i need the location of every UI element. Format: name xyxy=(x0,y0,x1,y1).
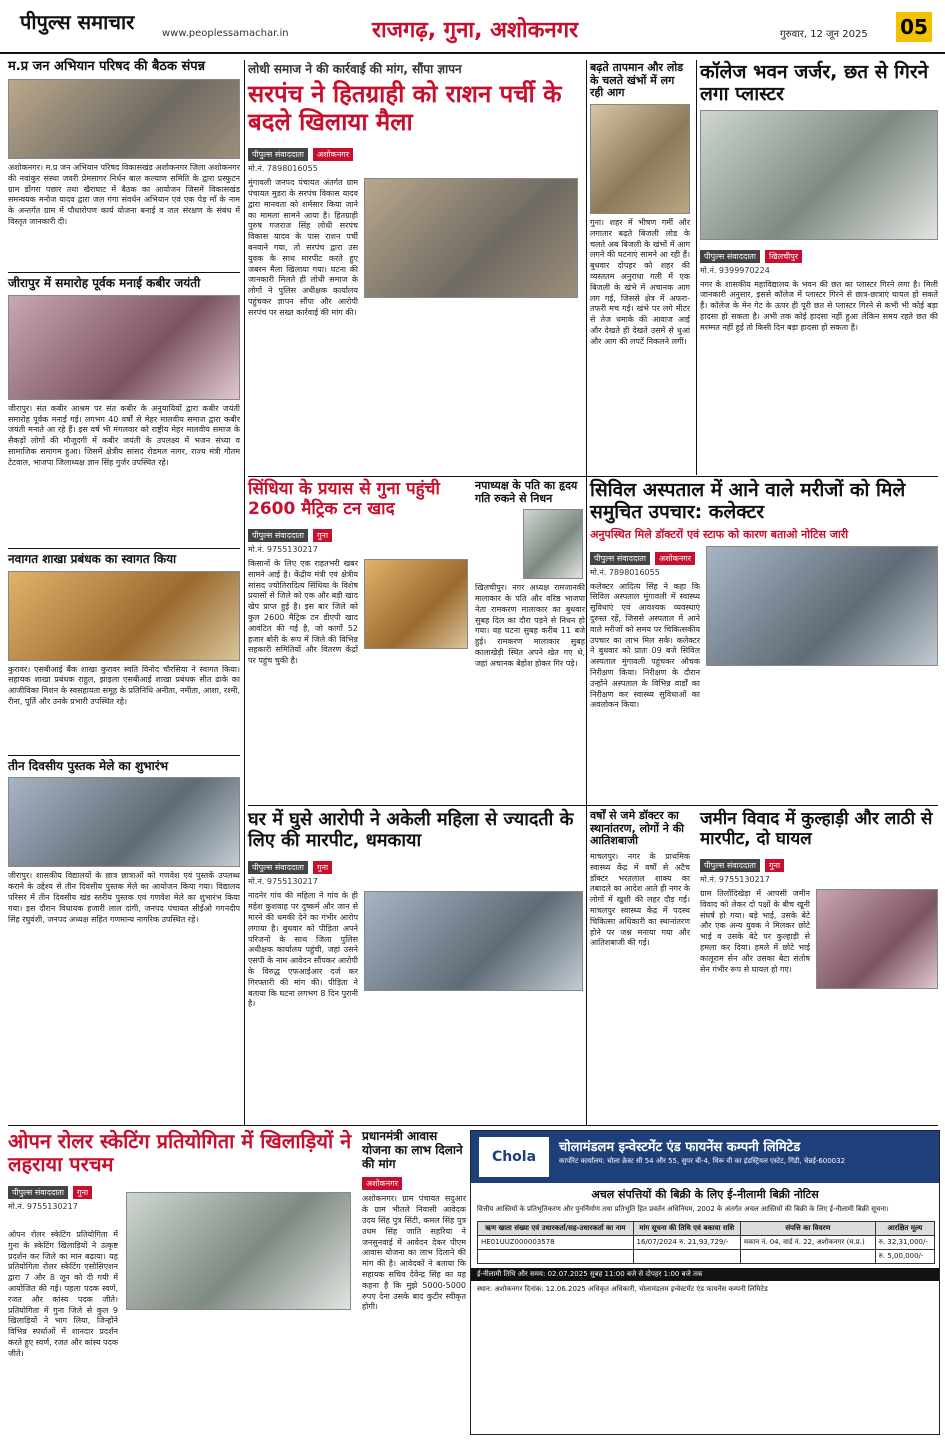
story-assault xyxy=(248,810,583,1131)
story-body: माचलपुर। नगर के प्राथमिक स्वास्थ्य केंद्र में वर्षों से अटैच डॉक्टर भरतलाल शाक्य का तबादले का आदेश आते ही नगर के लोगों में खुशी की लहर दौड़ गई। माचलपुर स्वास्थ्य केंद्र में पदस्थ चिकित्सा अधिकारी का स्थानांतरण होने पर जश्न मनाया गया और आतिशबाजी की गई। xyxy=(590,851,690,948)
ad-address: कार्पोरेट कार्यालय: चोला क्रेस्ट सी 54 और 55, सुपर बी-4, थिरू वी का इंडस्ट्रियल एस्टेट, गिंडी, चेन्नई-600032 xyxy=(559,1157,846,1165)
story-body: कुरावर। एसबीआई बैंक शाखा कुरावर स्वति विनोद चौरसिया ने स्वागत किया। सहायक शाखा प्रबंधक राहुल, झाइला एसबीआई शाखा प्रबंधक सीत ढाके का आजीविका मिशन के स्वसहायता समूह के प्रतिनिधि अनीता, नमीता, आशा, रश्मी, रीना, पूर्ति और उनके प्रभारी उपस्थित रहे। xyxy=(8,664,240,706)
headline: सिविल अस्पताल में आने वाले मरीजों को मिले समुचित उपचार: कलेक्टर xyxy=(590,479,906,523)
headline: तीन दिवसीय पुस्तक मेले का शुभारंभ xyxy=(8,758,169,773)
story-civil-hospital xyxy=(590,480,938,782)
ad-notice-text: वित्तीय आस्तियों के प्रतिभूतिकरण और पुनर्निर्माण तथा प्रतिभूति हित प्रवर्तन अधिनियम, 2002 के अंतर्गत अचल आस्तियों की बिक्री के लिए ई-नीलामी बिक्री सूचना। xyxy=(477,1205,889,1213)
welcome-photo xyxy=(8,571,240,661)
story-body: मुंगावली जनपद पंचायत अंतर्गत ग्राम पंचायत मुडरा के सरपंच विकास यादव द्वारा मानवता को शर्मसार किया जाने का मामला सामने आया है। हितग्राही पुरुष गजराज सिंह लोधी सरपंच विकास यादव के पास राशन पर्ची बनवाने गया, तो सरपंच द्वारा उस युवक के साथ मारपीट करते हुए जबरन मैला खिलाया गया। घटना की जानकारी मिलते ही लोधी समाज के लोगों ने पुलिस अधीक्षक कार्यालय पहुंचकर ज्ञापन सौंपा और आरोपी सरपंच पर सख्त कार्रवाई की मांग की। xyxy=(248,178,358,317)
subheadline: अनुपस्थित मिले डॉक्टरों एवं स्टाफ को कारण बताओ नोटिस जारी xyxy=(590,527,849,541)
protest-photo xyxy=(364,178,578,298)
table-header: ऋण खाता संख्या एवं उधारकर्ता/सह-उधारकर्ता का नाम xyxy=(478,1222,634,1236)
story-awas-yojana xyxy=(362,1130,466,1414)
story-body: जीरापुर। संत कबीर आश्रम पर संत कबीर के अनुयायियों द्वारा कबीर जयंती समारोह पूर्वक मनाई गई। लगभग 40 वर्षों से मेहर मालवीय समाज द्वारा कबीर जयंती मनाते आ रहे हैं। इस वर्ष भी मंगलवार को राष्ट्रीय मेहर मालवीय समाज के सैकड़ों लोगों की मौजूदगी में कबीर जयंती के उपलक्ष्य में भजन संध्या व सामाजिक समागम हुआ। जिसमें क्षेत्रीय सांसद रोडमल नागर, राज्य मंत्री गौतम टेटवाल, भाजपा जिलाध्यक्ष ज्ञान सिंह गुर्जर उपस्थित रहे। xyxy=(8,403,240,467)
byline: पीपुल्स संवाददाता xyxy=(700,250,760,263)
complaint-photo xyxy=(364,891,583,991)
headline: वर्षों से जमे डॉक्टर का स्थानांतरण, लोगों ने की आतिशबाजी xyxy=(590,809,685,848)
portrait-photo xyxy=(523,509,583,579)
byline: पीपुल्स संवाददाता xyxy=(8,1186,68,1199)
kicker: लोधी समाज ने की कार्रवाई की मांग, सौंपा ज्ञापन xyxy=(248,62,462,76)
story-jan-abhiyan xyxy=(8,60,240,268)
reporter-mobile: मो.नं. 7898016055 xyxy=(590,567,660,577)
ad-header xyxy=(471,1131,939,1183)
headline: ओपन रोलर स्केटिंग प्रतियोगिता में खिलाड़ियों ने लहराया परचम xyxy=(8,1129,352,1176)
meeting-photo xyxy=(8,79,240,159)
headline: नवागत शाखा प्रबंधक का स्वागत किया xyxy=(8,551,177,566)
reporter-mobile: मो.नं. 9755130217 xyxy=(248,545,318,555)
story-body: गुना। शहर में भीषण गर्मी और लगातार बढ़ते बिजली लोड के चलते अब बिजली के खंभों में आग लगने की घटनाएं सामने आ रही हैं। बुधवार दोपहर को शहर की व्यस्ततम अनुराधा गली में एक बिजली के खंभे में अचानक आग लग गई, जिससे क्षेत्र में अफरा-तफरी मच गई। खंभे पर लगे मीटर से तेज धमाके की आवाज आई और देखते ही देखते उसमें से धुआं और आग की लपटें निकलने लगीं। xyxy=(590,217,690,346)
table-cell xyxy=(478,1250,634,1264)
byline-place: गुना xyxy=(313,861,332,874)
headline: सरपंच ने हितग्राही को राशन पर्ची के बदले खिलाया मैला xyxy=(248,80,562,136)
page-number: 05 xyxy=(896,12,932,42)
headline: घर में घुसे आरोपी ने अकेली महिला से ज्यादती के लिए की मारपीट, धमकाया xyxy=(248,809,574,851)
table-header: मांग सूचना की तिथि एवं बकाया राशि xyxy=(633,1222,740,1236)
story-bank-manager xyxy=(8,553,240,751)
ceremony-photo xyxy=(8,295,240,400)
column-center xyxy=(248,60,578,468)
masthead xyxy=(0,0,945,54)
auction-table xyxy=(477,1221,935,1264)
byline: पीपुल्स संवाददाता xyxy=(248,529,308,542)
column-rule xyxy=(696,60,697,475)
reporter-mobile: मो.नं. 9755130217 xyxy=(248,877,318,887)
story-kabir-jayanti xyxy=(8,277,240,544)
table-header: संपत्ति का विवरण xyxy=(740,1222,875,1236)
byline: पीपुल्स संवाददाता xyxy=(248,861,308,874)
byline-place: अशोकनगर xyxy=(313,148,353,161)
injured-photo xyxy=(816,889,938,989)
reporter-mobile: मो.नं. 9755130217 xyxy=(8,1202,78,1211)
table-cell: 16/07/2024 रु. 21,93,729/- xyxy=(633,1236,740,1250)
section-title: राजगढ़, गुना, अशोकनगर xyxy=(372,18,579,43)
newspaper-logo: पीपुल्स समाचार xyxy=(20,10,135,34)
table-cell: रु. 32,31,000/- xyxy=(875,1236,934,1250)
story-body: नादनेर गांव की महिला ने गांव के ही महेश कुशवाह पर दुष्कर्म और जान से मारने की धमकी देने का गंभीर आरोप लगाया है। बुधवार को पीड़िता अपने परिजनों के साथ जिला पुलिस अधीक्षक कार्यालय पहुंची, जहां उसने एसपी के नाम आवेदन सौंपकर आरोपी के विरुद्ध एफआईआर दर्ज कर गिरफ्तारी की मांग की। पीड़िता ने बताया कि घटना लगभग 8 दिन पुरानी है। xyxy=(248,891,358,1009)
story-obituary xyxy=(475,480,585,783)
story-electric-poles xyxy=(590,62,690,468)
divider xyxy=(8,755,240,756)
story-body: नगर के शासकीय महाविद्यालय के भवन की छत का प्लास्टर गिरने लगा है। मिली जानकारी अनुसार, इससे कॉलेज में प्लास्टर गिरने से छात्र-छात्राएं घायल हो सकते हैं। कॉलेज के मेन गेट के ऊपर ही पूरी छत से प्लास्टर गिरने से कभी भी कोई बड़ा हादसा हो सकता है। अभी तक कोई हादसा नहीं हुआ लेकिन समय रहते छत की मरम्मत नहीं हुई तो किसी दिन बड़ा हादसा हो सकता है। xyxy=(700,279,938,332)
byline-place: गुना xyxy=(765,859,784,872)
headline: प्रधानमंत्री आवास योजना का लाभ दिलाने की मांग xyxy=(362,1129,463,1171)
headline: जीरापुर में समारोह पूर्वक मनाई कबीर जयंती xyxy=(8,275,201,290)
hospital-inspection-photo xyxy=(706,546,938,666)
table-header: आरक्षित मूल्य xyxy=(875,1222,934,1236)
column-rule xyxy=(244,60,245,1125)
table-cell: मकान नं. 04, वार्ड नं. 22, अशोकनगर (म.प्र.) xyxy=(740,1236,875,1250)
column-rule xyxy=(586,60,587,1125)
byline-place: अशोकनगर xyxy=(362,1177,402,1190)
byline: पीपुल्स संवाददाता xyxy=(590,552,650,565)
story-body: कलेक्टर आदित्य सिंह ने कहा कि सिविल अस्पताल मुंगावली में स्वास्थ्य सुविधाएं एवं आवश्यक व्यवस्थाएं दुरुस्त रहें, जिससे अस्पताल में आने वाले मरीजों को समय पर चिकित्सकीय उपचार का लाभ मिल सके। कलेक्टर ने बुधवार को प्रातः 09 बजे सिविल अस्पताल मुंगावली पहुंचकर औचक निरीक्षण किया। निरीक्षण के दौरान उन्होंने अस्पताल के विभिन्न वार्डों का निरीक्षण कर स्वास्थ्य सुविधाओं का अवलोकन किया। xyxy=(590,581,700,710)
divider xyxy=(8,548,240,549)
headline: म.प्र जन अभियान परिषद की बैठक संपन्न xyxy=(8,59,206,74)
auction-timing: ई-नीलामी तिथि और समय: 02.07.2025 सुबह 11:00 बजे से दोपहर 1:00 बजे तक xyxy=(471,1268,939,1281)
headline: जमीन विवाद में कुल्हाड़ी और लाठी से मारपीट, दो घायल xyxy=(700,809,933,849)
story-fertilizer xyxy=(248,480,468,759)
story-body: अशोकनगर। म.प्र जन अभियान परिषद विकासखंड अशोकनगर जिला अशोकनगर की नवांकुर संस्था जवरी प्रेमसागर निर्धन बाल कल्याण समिति के द्वारा प्रस्फुटन ग्राम डोंगरा पछार तथा खैराघाट में बैठक का आयोजन जिसमें विकासखंड समन्वयक मनोज यादव द्वारा जल गंगा संवर्धन अभियान एवं एक पेड़ माँ के नाम के अन्तर्गत ग्राम में पौधारोपण कार्य योजना बनाई व जल संरक्षण के संबंध में विस्तृत जानकारी दी। xyxy=(8,162,240,226)
story-doctor-transfer xyxy=(590,810,690,1102)
headline: नपाध्यक्ष के पति का हृदय गति रुकने से निधन xyxy=(475,479,578,505)
row-rule xyxy=(248,476,938,477)
auction-notice-ad xyxy=(470,1130,940,1435)
story-sarpanch xyxy=(248,60,578,468)
row-rule xyxy=(248,805,938,806)
table-cell: रु. 5,00,000/- xyxy=(875,1250,934,1264)
headline: कॉलेज भवन जर्जर, छत से गिरने लगा प्लास्टर xyxy=(700,61,929,105)
table-row xyxy=(478,1236,935,1250)
headline: सिंधिया के प्रयास से गुना पहुंची 2600 मैट्रिक टन खाद xyxy=(248,479,440,519)
story-body: जीरापुर। शासकीय विद्यालयों के छात्र छात्राओं को गणवेश एवं पुस्तकें उपलब्ध कराने के उद्देश्य से तीन दिवसीय पुस्तक मेले का आयोजन किया गया। विद्यालय परिसर में तीन दिवसीय खंड स्तरीय पुस्तक एवं गणवेश मेले का शुभारंभ किया गया। इस दौरान विधायक हजारी लाल दांगी, जनपद पंचायत सीईओ गगनदीप सिंह रघुवंशी, जनपद अध्यक्ष सहित गणमान्य नागरिक उपस्थित रहे। xyxy=(8,871,240,924)
ceiling-photo xyxy=(700,110,938,240)
table-cell xyxy=(633,1250,740,1264)
reporter-mobile: मो.नं. 9755130217 xyxy=(700,875,770,885)
chola-logo: Chola xyxy=(479,1137,549,1177)
reporter-mobile: मो.नं. 7898016055 xyxy=(248,164,318,174)
story-roller-skating xyxy=(8,1130,353,1435)
story-body: अशोकनगर। ग्राम पंचायत सदुआर के ग्राम भीतले निवासी आवेदक उदय सिंह पुत्र सिंटी, कमल सिंह पुत्र उधम सिंह जाति सहरिया ने जनसुनवाई में आवेदन देकर पीएम आवास योजना का लाभ दिलाने की मांग की है। आवेदकों ने बताया कि सहायक सचिव देवेन्द्र सिंह का यह कहना है कि मुझे 5000-5000 रुपए देना उसके बाद कुटीर स्वीकृत होगी। xyxy=(362,1194,466,1312)
ad-signature: स्थान: अशोकनगर दिनांक: 12.06.2025 अधिकृत अधिकारी, चोलामंडलम इन्वेस्टमेंट एंड फायनेंस कम्पनी लिमिटेड xyxy=(477,1285,768,1294)
ad-notice-title: अचल संपत्तियों की बिक्री के लिए ई-नीलामी बिक्री नोटिस xyxy=(591,1188,819,1201)
byline-place: अशोकनगर xyxy=(655,552,695,565)
reporter-mobile: मो.नं. 9399970224 xyxy=(700,265,770,275)
story-body: ओपन रोलर स्केटिंग प्रतियोगिता में गुना के स्केटिंग खिलाड़ियों ने उत्कृष्ट प्रदर्शन कर जिले का मान बढ़ाया। यह प्रतियोगिता रोलर स्केटिंग एसोसिएशन द्वारा 7 और 8 जून को दी गयी में आयोजित की गई। पहला पदक स्वर्ण, रजत और कांस्य पदक जीते। प्रतियोगिता में गुना जिले से कुल 9 खिलाड़ियों ने भाग लिया, जिन्होंने विभिन्न स्पर्धाओं में शानदार प्रदर्शन करते हुए स्वर्ण, रजत और कांस्य पदक जीते। xyxy=(8,1230,118,1358)
byline-place: गुना xyxy=(313,529,332,542)
table-row xyxy=(478,1250,935,1264)
fertilizer-photo xyxy=(364,559,468,649)
row-rule xyxy=(8,1125,938,1126)
table-cell: HE01UUZ000003578 xyxy=(478,1236,634,1250)
headline: बढ़ते तापमान और लोड के चलते खंभों में लग रही आग xyxy=(590,61,684,100)
story-body: किसानों के लिए एक राहतभरी खबर सामने आई है। केंद्रीय मंत्री एवं क्षेत्रीय सांसद ज्योतिरादित्य सिंधिया के विशेष प्रयासों से जिले को एक और बड़ी खाद खेप प्राप्त हुई है। इस बार जिले को कुल 2600 मैट्रिक टन डीएपी खाद आवंटित की गई है, जो कार्गो 52 हजार बोरी के रूप में जिले की विभिन्न सहकारी समितियों और वितरण केंद्रों पर पहुंच चुकी है। xyxy=(248,559,358,666)
burning-pole-photo xyxy=(590,104,690,214)
story-land-dispute xyxy=(700,810,938,1109)
story-body: खिलचीपुर। नगर अध्यक्ष रामजानकी मालाकार के पति और वरिष्ठ भाजपा नेता रामकरण मालाकार का बुधवार सुबह दिल का दौरा पड़ने से निधन हो गया। वह घटना सुबह करीब 11 बजे हुई। रामकरण मालाकार सुबह कालाखेड़ी स्थित अपने खेत गए थे, जहां अचानक बेहोश होकर गिर पड़े। xyxy=(475,583,585,668)
byline: पीपुल्स संवाददाता xyxy=(248,148,308,161)
story-college-building xyxy=(700,62,938,470)
story-body: ग्राम तिलोंदिखेड़ा में आपसी जमीन विवाद को लेकर दो पक्षों के बीच खूनी संघर्ष हो गया। बड़े भाई, उसके बेटे और एक अन्य युवक ने मिलकर छोटे भाई व उसके बेटे पर कुल्हाड़ी से हमला कर दिया। हमले में छोटे भाई कालूराम सेन और उसका बेटा संतोष सेन गंभीर रूप से घायल हो गए। xyxy=(700,889,810,974)
website-url[interactable]: www.peoplessamachar.in xyxy=(162,28,289,39)
issue-date: गुरुवार, 12 जून 2025 xyxy=(780,29,868,40)
skating-photo xyxy=(126,1192,351,1310)
table-cell xyxy=(740,1250,875,1264)
byline-place: खिलचीपुर xyxy=(765,250,802,263)
story-book-fair xyxy=(8,760,240,1022)
divider xyxy=(8,272,240,273)
book-fair-photo xyxy=(8,777,240,867)
ad-company-name: चोलामंडलम इन्वेस्टमेंट एंड फायनेंस कम्पनी लिमिटेड xyxy=(559,1140,801,1155)
byline: पीपुल्स संवाददाता xyxy=(700,859,760,872)
byline-place: गुना xyxy=(73,1186,92,1199)
column-left xyxy=(8,60,240,1021)
